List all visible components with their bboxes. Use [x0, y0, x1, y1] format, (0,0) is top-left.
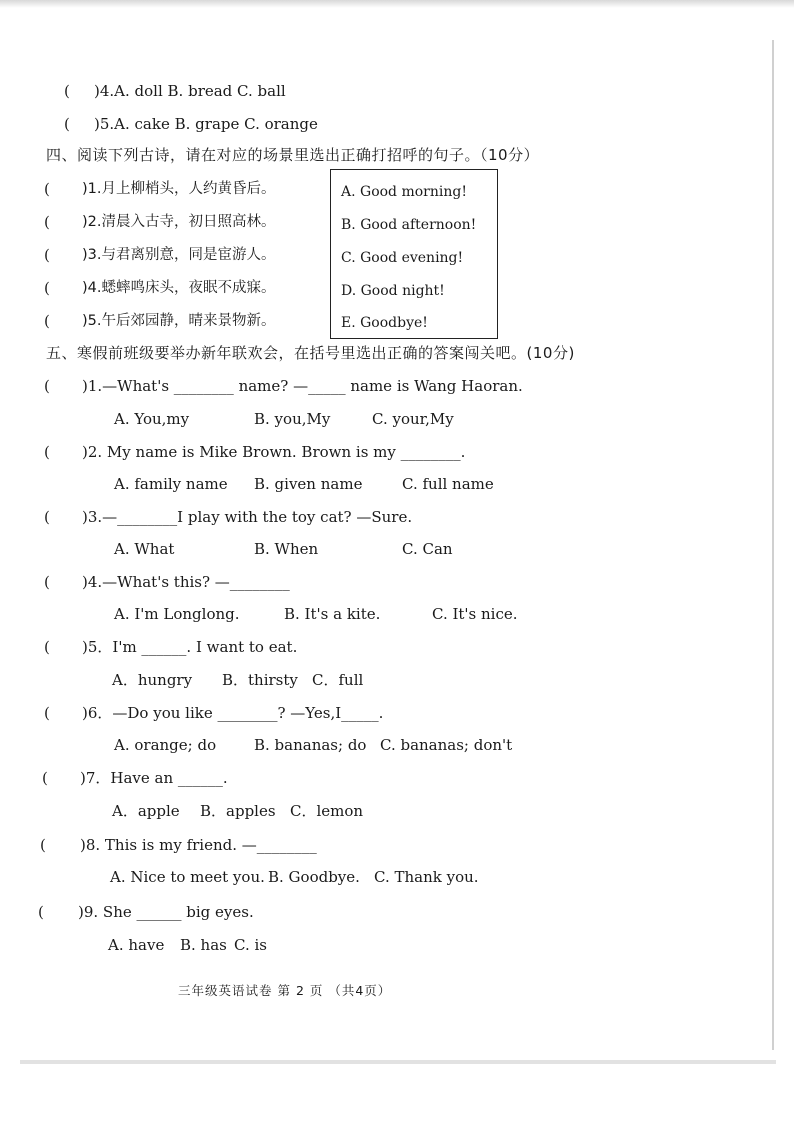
- answer-paren[interactable]: (: [44, 443, 50, 461]
- option-a: A. I'm Longlong.: [114, 605, 240, 623]
- answer-paren[interactable]: (: [44, 573, 50, 591]
- scan-edge-bottom: [20, 1060, 776, 1064]
- answer-paren[interactable]: (: [44, 508, 50, 526]
- question-text: )5．I'm ______. I want to eat.: [82, 638, 298, 656]
- greeting-options-box: [330, 169, 498, 339]
- option-a: A. Nice to meet you.: [110, 868, 265, 886]
- poem-line: )1.月上柳梢头，人约黄昏后。: [82, 181, 276, 197]
- answer-paren[interactable]: (: [42, 769, 48, 787]
- scan-edge-top: [0, 0, 794, 8]
- page-footer: 三年级英语试卷 第 2 页 （共4页）: [178, 983, 392, 998]
- greeting-option: B. Good afternoon!: [341, 217, 477, 233]
- option-a: A. family name: [114, 475, 228, 493]
- option-c: C．full: [312, 671, 364, 689]
- answer-paren[interactable]: (: [44, 312, 50, 330]
- option-b: B．thirsty: [222, 671, 298, 689]
- option-b: B. Goodbye.: [268, 868, 360, 886]
- section5-heading: 五、寒假前班级要举办新年联欢会，在括号里选出正确的答案闯关吧。(10分): [46, 344, 575, 362]
- option-a: A. orange; do: [114, 736, 217, 754]
- greeting-option: E. Goodbye!: [341, 315, 428, 331]
- answer-paren[interactable]: (: [44, 704, 50, 722]
- greeting-option: D. Good night!: [341, 283, 445, 299]
- question-text: )5.A. cake B. grape C. orange: [94, 115, 318, 133]
- option-a: A．apple: [112, 802, 180, 820]
- option-a: A. What: [114, 540, 175, 558]
- option-c: C. is: [234, 936, 267, 954]
- answer-paren[interactable]: (: [44, 246, 50, 264]
- option-a: A. have: [108, 936, 165, 954]
- question-text: )6．—Do you like ________? —Yes,I_____.: [82, 704, 384, 722]
- section4-heading: 四、阅读下列古诗，请在对应的场景里选出正确打招呼的句子。（10分）: [46, 146, 540, 164]
- option-b: B. It's a kite.: [284, 605, 381, 623]
- answer-paren[interactable]: (: [44, 638, 50, 656]
- option-b: B．apples: [200, 802, 276, 820]
- option-b: B. you,My: [254, 410, 331, 428]
- option-c: C. Thank you.: [374, 868, 479, 886]
- option-b: B. has: [180, 936, 227, 954]
- poem-line: )2.清晨入古寺，初日照高林。: [82, 214, 276, 230]
- answer-paren[interactable]: (: [40, 836, 46, 854]
- option-c: C. your,My: [372, 410, 454, 428]
- question-text: )4.—What's this? —________: [82, 573, 290, 591]
- poem-line: )3.与君离别意，同是宦游人。: [82, 247, 276, 263]
- option-c: C. It's nice.: [432, 605, 518, 623]
- question-text: )9. She ______ big eyes.: [78, 903, 254, 921]
- option-c: C. Can: [402, 540, 453, 558]
- question-text: )7．Have an ______.: [80, 769, 228, 787]
- answer-paren[interactable]: (: [38, 903, 44, 921]
- question-text: )8. This is my friend. —________: [80, 836, 317, 854]
- answer-paren[interactable]: (: [44, 377, 50, 395]
- question-text: )2. My name is Mike Brown. Brown is my ________.: [82, 443, 466, 461]
- answer-paren[interactable]: (: [44, 279, 50, 297]
- answer-paren[interactable]: (: [44, 180, 50, 198]
- option-b: B. When: [254, 540, 319, 558]
- option-b: B. given name: [254, 475, 363, 493]
- option-c: C．lemon: [290, 802, 364, 820]
- question-text: )1.—What's ________ name? —_____ name is Wang Haoran.: [82, 377, 523, 395]
- question-text: )4.A. doll B. bread C. ball: [94, 82, 286, 100]
- poem-line: )5.午后郊园静，晴来景物新。: [82, 313, 276, 329]
- option-c: C. bananas; don't: [380, 736, 513, 754]
- question-text: )3.—________I play with the toy cat? —Sure.: [82, 508, 413, 526]
- option-c: C. full name: [402, 475, 494, 493]
- poem-line: )4.蟋蟀鸣床头，夜眠不成寐。: [82, 280, 276, 296]
- option-a: A．hungry: [112, 671, 193, 689]
- option-b: B. bananas; do: [254, 736, 367, 754]
- greeting-option: C. Good evening!: [341, 250, 464, 266]
- greeting-option: A. Good morning!: [341, 184, 467, 200]
- option-a: A. You,my: [114, 410, 190, 428]
- answer-paren[interactable]: (: [64, 115, 70, 133]
- answer-paren[interactable]: (: [44, 213, 50, 231]
- answer-paren[interactable]: (: [64, 82, 70, 100]
- scan-edge-right: [772, 40, 774, 1050]
